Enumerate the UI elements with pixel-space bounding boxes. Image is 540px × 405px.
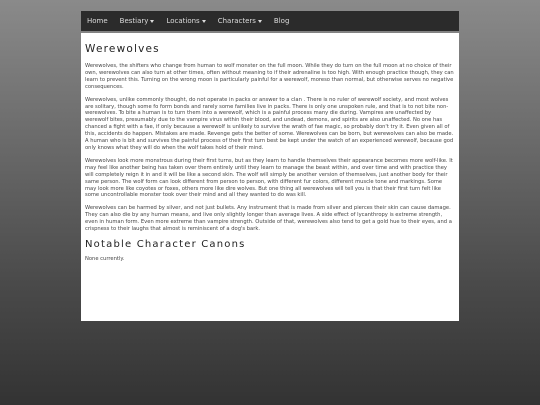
nav-blog-label: Blog — [273, 17, 290, 25]
caret-down-icon — [258, 20, 262, 23]
nav-characters-dropdown[interactable] — [212, 11, 268, 31]
nav-home[interactable] — [81, 11, 114, 31]
caret-down-icon — [150, 20, 154, 23]
nav-blog[interactable] — [268, 11, 295, 31]
article-paragraph: Werewolves, unlike commonly thought, do not operate in packs or answer to a clan . There is no ruler of werewolf society, and most wolves are solitary, though some fo form bonds and rarely some families live in packs. There is only one unspoken rule, and that is to not bite non-werewolves. To bite a human is to turn them into a werewolf, which is a painful process many die during. Vampires are unaffected by werewolf bites, presumably due to the vampire virus within their blood, and undead, demons, and spirits are also unaffected. No one has chanced a fight with a fae, if only because a werewolf is unlikely to survive the wrath of fae magic, so probably don't try it. Even given all of this, accidents do happen. Mistakes are made. Revenge gets the better of some. Werewolves can be born, but werewolves can also be made. A human who is bit and survives the painful process of their first turn best be kept under the watch of an experienced werewolf, because god only knows what they will do when the wolf takes hold of their mind. — [85, 96, 454, 151]
top-navbar — [81, 11, 459, 31]
nav-locations-dropdown[interactable] — [160, 11, 211, 31]
article-paragraph: Werewolves look more monstrous during their first turns, but as they learn to handle themselves their appearance becomes more wolf-like. It may feel like another being has taken over them entirely until they learn to manage the beast within, and over time and with practice they will completely reign it in and it will be like a second skin. The wolf will simply be another version of themselves, just another body for their same person. The wolf form can look different from person to person, with different fur colors, different muscle tone and markings. Some may look more like coyotes or foxes, others more like dire wolves. But one thing all werewolves will tell you is that their first turn felt like some uncontrollable monster took over their mind and all they wanted to do was kill. — [85, 157, 453, 199]
article-paragraph: Werewolves, the shifters who change from human to wolf monster on the full moon. While they do turn on the full moon at no choice of their own, werewolves can also turn at other times, often without meaning to if their adrenaline is too high. With enough practice though, they can learn to prevent this. Turning on the wrong moon is particularly painful for a werewolf, moreso than normal, but otherwise serves no negative consequences. — [85, 63, 454, 90]
article-content — [81, 33, 459, 321]
canons-text: None currently. — [85, 255, 125, 262]
nav-locations-label: Locations — [166, 17, 200, 25]
nav-bestiary-dropdown[interactable] — [114, 11, 161, 31]
nav-characters-label: Characters — [217, 17, 256, 25]
canons-heading: Notable Character Canons — [85, 238, 246, 250]
nav-home-label: Home — [87, 17, 108, 25]
article-paragraph: Werewolves can be harmed by silver, and not just bullets. Any instrument that is made from silver and pierces their skin can cause damage. They can also die by any human means, and live only slightly longer than average lives. A side effect of lycanthropy is extreme strength, even in human form. Even more extreme than vampire strength. Outside of that, werewolves also tend to get a gold hue to their eyes, and a crispness to their laughs that almost is reminiscent of a dog's bark. — [85, 205, 452, 233]
nav-bestiary-label: Bestiary — [119, 17, 149, 25]
caret-down-icon — [202, 20, 206, 23]
page-title: Werewolves — [85, 43, 160, 55]
